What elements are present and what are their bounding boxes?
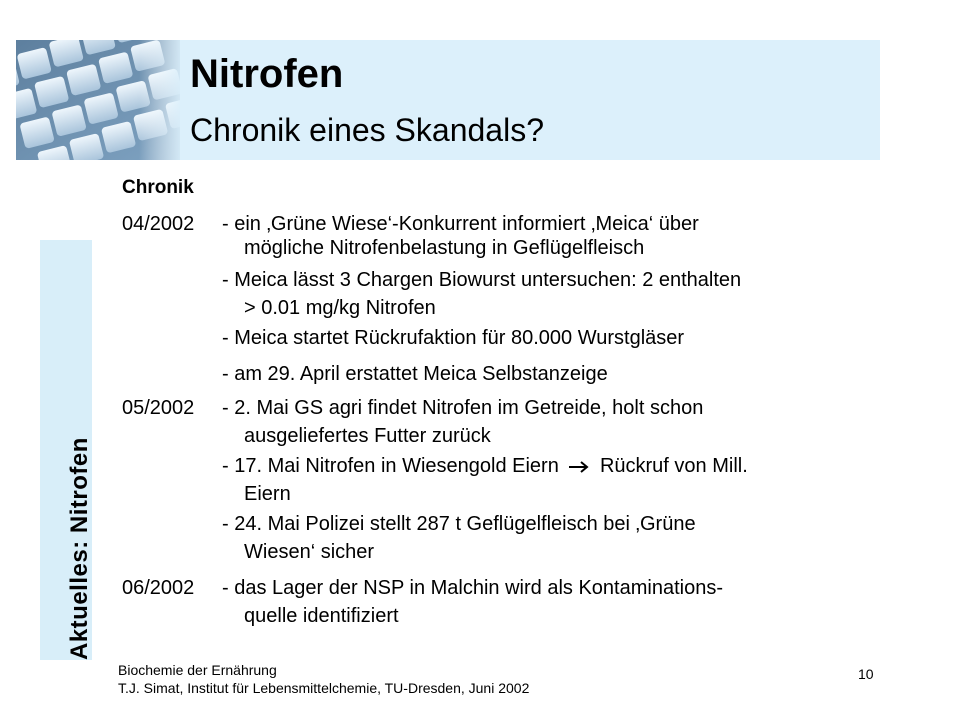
slide-title: Nitrofen bbox=[190, 52, 344, 96]
entry-line: - 2. Mai GS agri findet Nitrofen im Getreide, holt schon bbox=[222, 397, 704, 419]
entry-line: - 24. Mai Polizei stellt 287 t Geflügelfleisch bei ‚Grüne bbox=[222, 513, 696, 535]
entry-date: 05/2002 bbox=[122, 397, 195, 419]
entry-line-with-arrow bbox=[222, 454, 748, 478]
footer bbox=[118, 661, 529, 697]
page-number: 10 bbox=[858, 666, 874, 682]
right-arrow-icon bbox=[568, 460, 590, 474]
chronicle-entry-04-2002 bbox=[122, 212, 882, 392]
entry-line: ausgeliefertes Futter zurück bbox=[244, 425, 491, 447]
entry-line: - ein ‚Grüne Wiese‘-Konkurrent informiert ‚Meica‘ über bbox=[222, 213, 699, 235]
entry-line: Rückruf von Mill. bbox=[599, 455, 748, 477]
entry-line: - 17. Mai Nitrofen in Wiesengold Eiern bbox=[222, 455, 559, 477]
entry-line: quelle identifiziert bbox=[244, 605, 399, 627]
entry-line: - Meica lässt 3 Chargen Biowurst untersuchen: 2 enthalten bbox=[222, 269, 742, 291]
footer-course: Biochemie der Ernährung bbox=[118, 662, 277, 678]
slide-subtitle: Chronik eines Skandals? bbox=[190, 112, 544, 148]
entry-line: - Meica startet Rückrufaktion für 80.000 Wurstgläser bbox=[222, 327, 685, 349]
entry-line: - am 29. April erstattet Meica Selbstanzeige bbox=[222, 363, 608, 385]
entry-line: Eiern bbox=[244, 483, 291, 505]
entry-line: Wiesen‘ sicher bbox=[244, 541, 375, 563]
entry-line: - das Lager der NSP in Malchin wird als Kontaminations- bbox=[222, 577, 723, 599]
footer-author: T.J. Simat, Institut für Lebensmittelchemie, TU-Dresden, Juni 2002 bbox=[118, 680, 530, 696]
entry-date: 06/2002 bbox=[122, 577, 195, 599]
section-heading: Chronik bbox=[122, 177, 194, 198]
chronicle-entry-05-2002 bbox=[122, 396, 882, 568]
entry-line: > 0.01 mg/kg Nitrofen bbox=[244, 297, 436, 319]
entry-line: mögliche Nitrofenbelastung in Geflügelfleisch bbox=[244, 237, 645, 259]
side-label: Aktuelles: Nitrofen bbox=[66, 437, 93, 660]
keyboard-image bbox=[16, 40, 180, 160]
entry-date: 04/2002 bbox=[122, 213, 195, 235]
chronicle-entry-06-2002 bbox=[122, 576, 882, 632]
